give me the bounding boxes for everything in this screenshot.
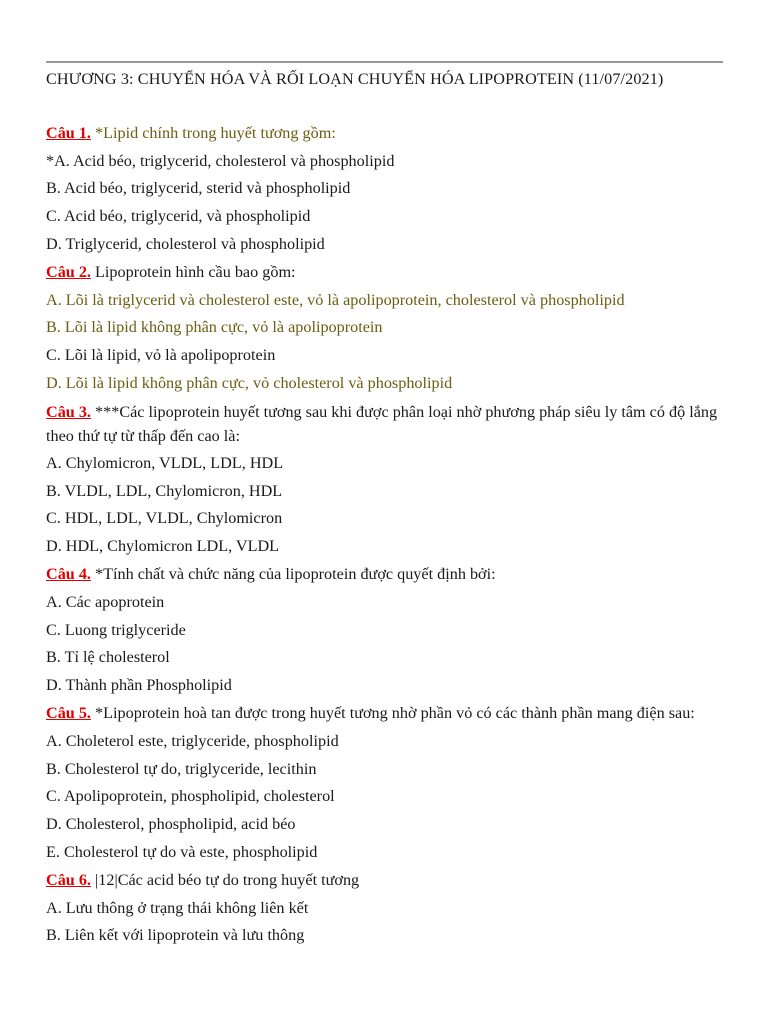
- q5-option-d: D. Cholesterol, phospholipid, acid béo: [46, 815, 296, 834]
- q4-option-d: D. Thành phần Phospholipid: [46, 676, 232, 695]
- question-4-text: *Tính chất và chức năng của lipoprotein được quyết định bởi:: [90, 564, 496, 583]
- q2-option-c: C. Lõi là lipid, vỏ là apolipoprotein: [46, 346, 276, 365]
- question-4: [46, 561, 726, 589]
- chapter-title: CHƯƠNG 3: CHUYỂN HÓA VÀ RỐI LOẠN CHUYỂN HÓA LIPOPROTEIN (11/07/2021): [46, 70, 664, 88]
- question-3-text: ***Các lipoprotein huyết tương sau khi được phân loại nhờ phương pháp siêu ly tâm có độ lắng theo thứ tự từ thấp đến cao là:: [46, 402, 718, 445]
- q5-option-a: A. Choleterol este, triglyceride, phospholipid: [46, 731, 339, 750]
- q2-option-b: B. Lõi là lipid không phân cực, vỏ là apolipoprotein: [46, 318, 383, 337]
- q3-option-b: B. VLDL, LDL, Chylomicron, HDL: [46, 481, 283, 500]
- question-2-label: Câu 2.: [46, 262, 91, 281]
- question-1-label: Câu 1.: [46, 123, 91, 142]
- question-1-text: *Lipid chính trong huyết tương gồm:: [90, 123, 336, 142]
- question-6-text: |12|Các acid béo tự do trong huyết tương: [90, 870, 360, 889]
- q6-option-b: B. Liên kết với lipoprotein và lưu thông: [46, 926, 305, 945]
- q6-option-a: A. Lưu thông ở trạng thái không liên kết: [46, 898, 309, 917]
- q1-option-b: B. Acid béo, triglycerid, sterid và phospholipid: [46, 179, 351, 198]
- q4-option-c: C. Luong triglyceride: [46, 620, 186, 639]
- question-5: [46, 700, 726, 728]
- q3-option-c: C. HDL, LDL, VLDL, Chylomicron: [46, 509, 283, 528]
- q2-option-a: A. Lõi là triglycerid và cholesterol este, vỏ là apolipoprotein, cholesterol và phospholipid: [46, 290, 625, 309]
- question-2: [46, 259, 726, 287]
- q1-option-c: C. Acid béo, triglycerid, và phospholipid: [46, 207, 311, 226]
- q5-option-b: B. Cholesterol tự do, triglyceride, lecithin: [46, 759, 317, 778]
- q3-option-d: D. HDL, Chylomicron LDL, VLDL: [46, 537, 280, 556]
- q4-option-a: A. Các apoprotein: [46, 592, 165, 611]
- q4-option-b: B. Tỉ lệ cholesterol: [46, 648, 170, 667]
- question-3: [46, 400, 726, 448]
- q5-option-c: C. Apolipoprotein, phospholipid, cholesterol: [46, 787, 335, 806]
- question-6-label: Câu 6.: [46, 870, 91, 889]
- question-5-label: Câu 5.: [46, 703, 91, 722]
- question-4-label: Câu 4.: [46, 564, 91, 583]
- question-6: [46, 867, 726, 895]
- question-3-label: Câu 3.: [46, 402, 91, 421]
- question-1: [46, 120, 726, 148]
- q1-option-d: D. Triglycerid, cholesterol và phospholipid: [46, 234, 325, 253]
- document-page: [46, 66, 726, 950]
- question-2-text: Lipoprotein hình cầu bao gồm:: [90, 262, 296, 281]
- top-rule: [46, 61, 723, 63]
- q3-option-a: A. Chylomicron, VLDL, LDL, HDL: [46, 453, 284, 472]
- question-5-text: *Lipoprotein hoà tan được trong huyết tương nhờ phần vỏ có các thành phần mang điện sau:: [90, 703, 695, 722]
- q5-option-e: E. Cholesterol tự do và este, phospholipid: [46, 842, 318, 861]
- q1-option-a: *A. Acid béo, triglycerid, cholesterol và phospholipid: [46, 151, 395, 170]
- q2-option-d: D. Lõi là lipid không phân cực, vỏ cholesterol và phospholipid: [46, 373, 453, 392]
